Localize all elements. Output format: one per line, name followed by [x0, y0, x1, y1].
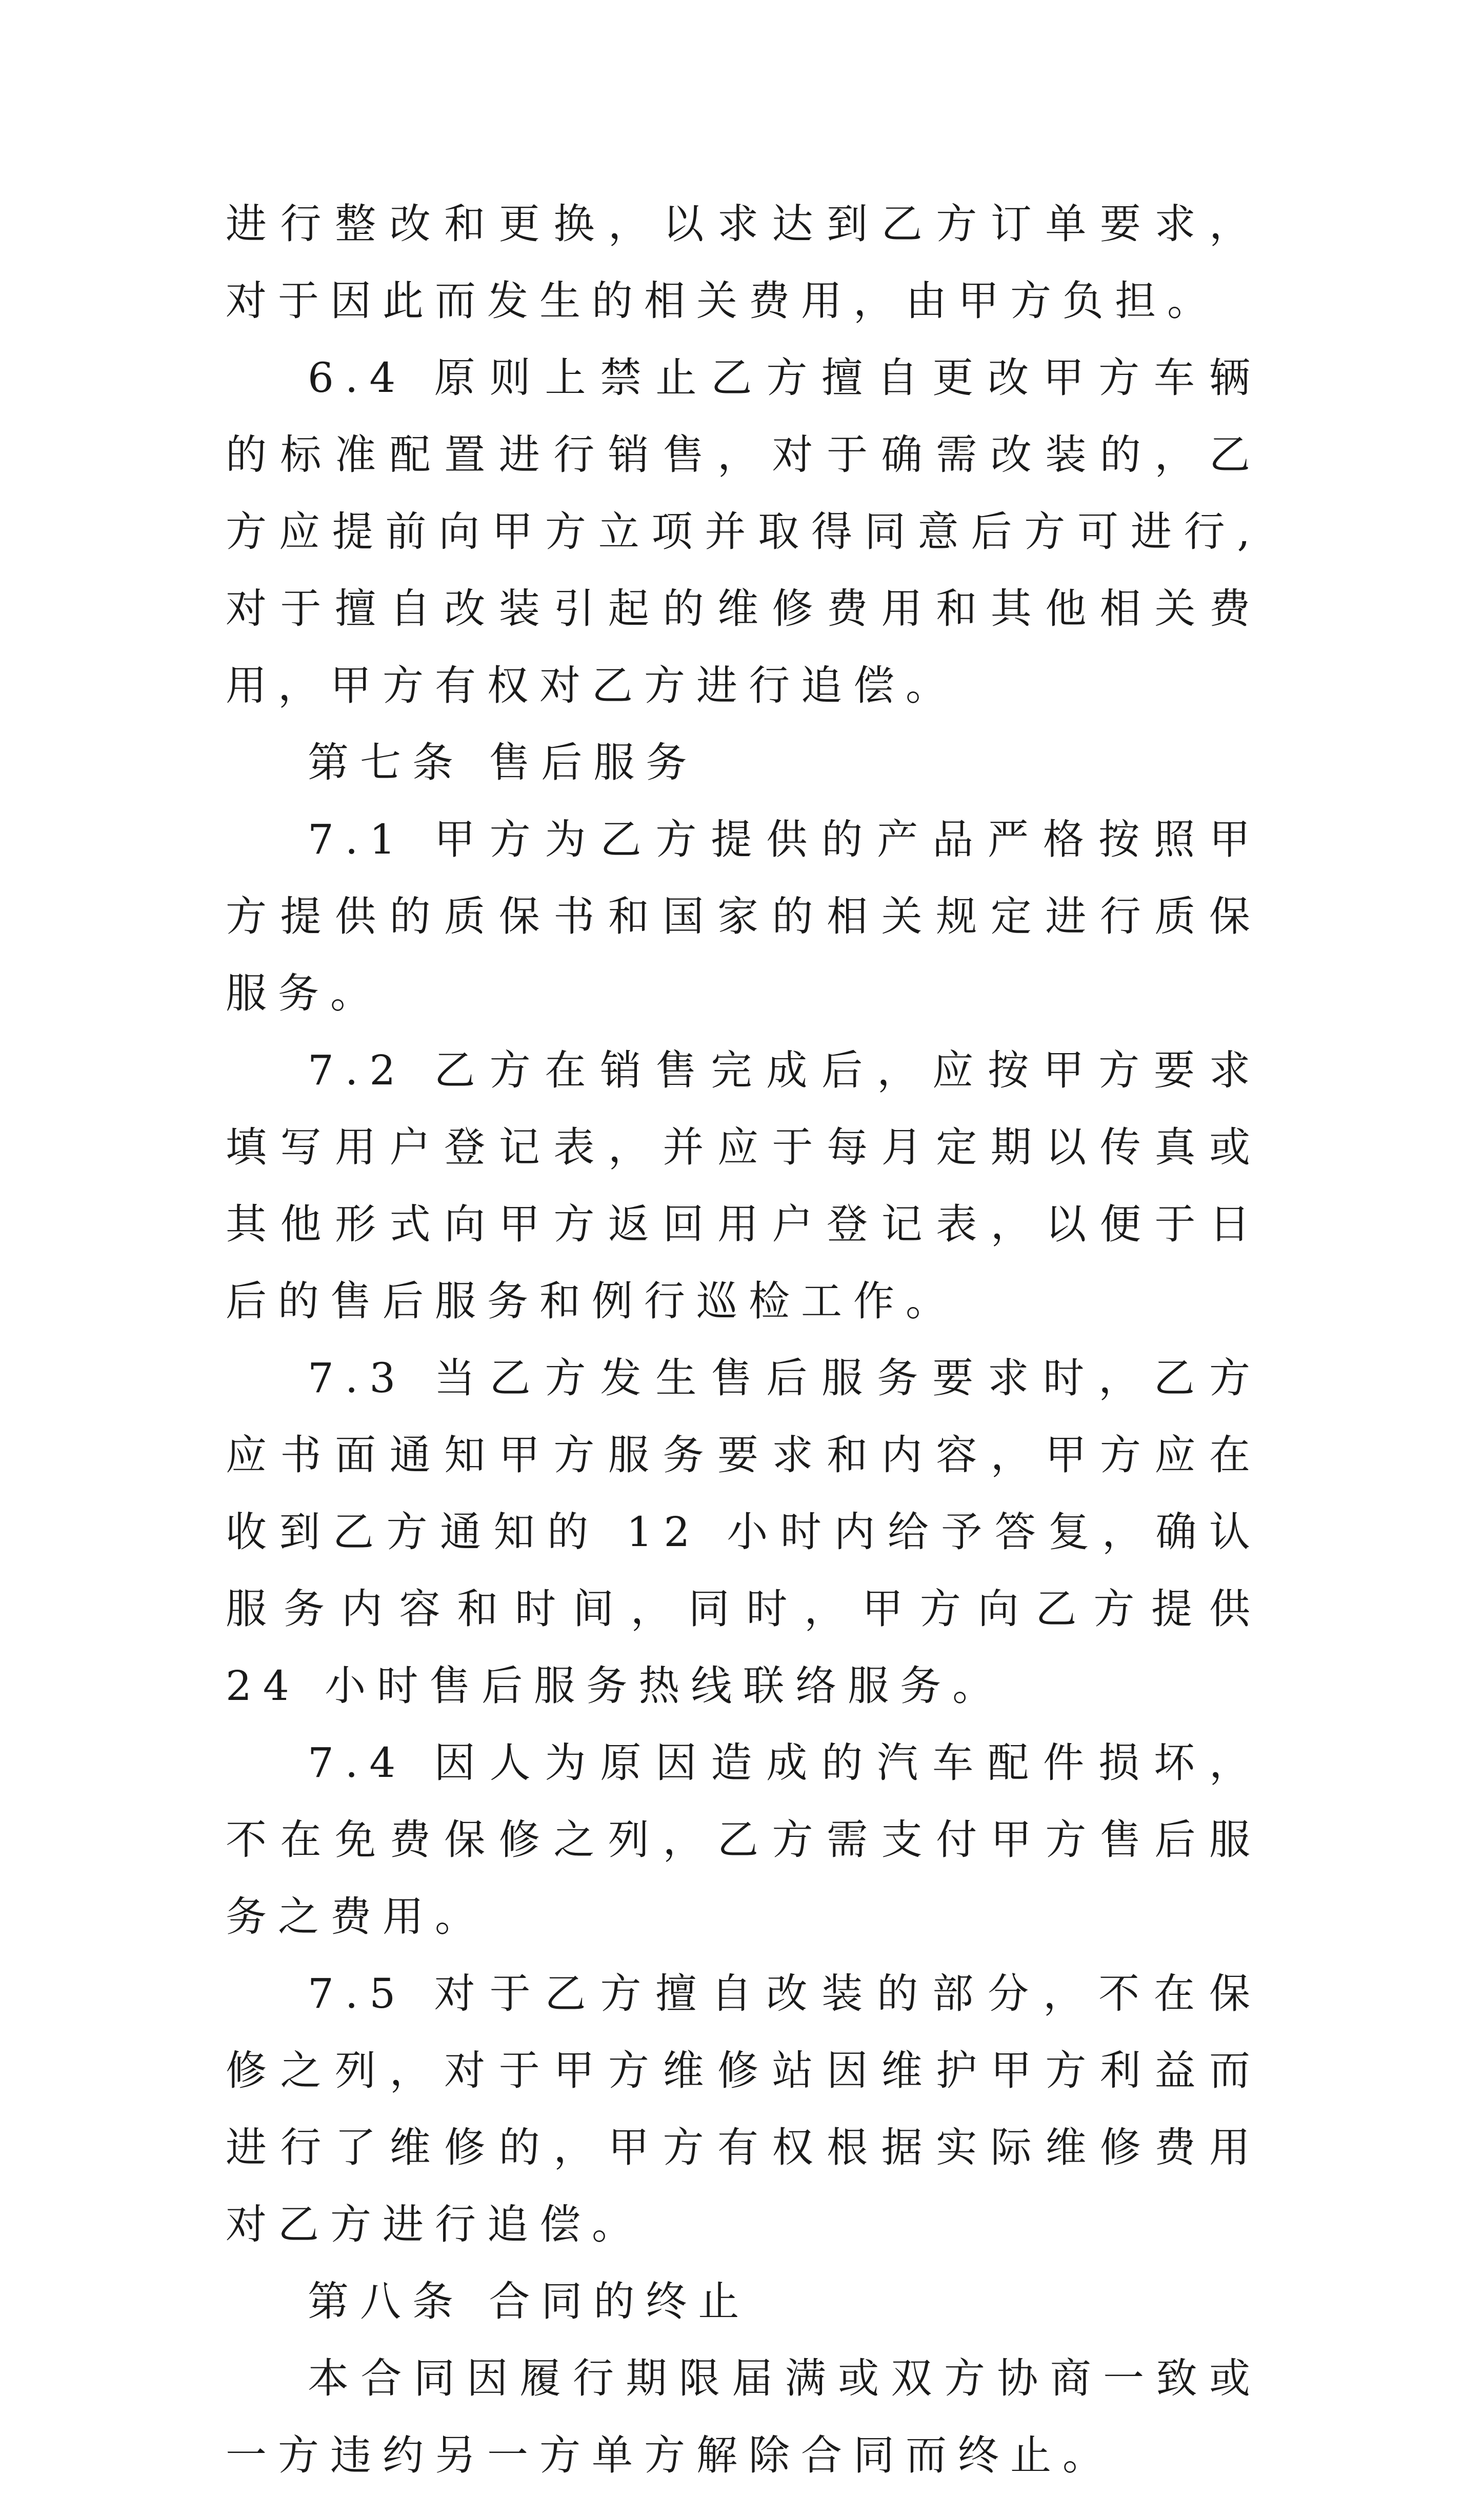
paragraph-7-4: 7.4 因人为原因造成的汽车配件损坏，不在免费保修之列，乙方需支付甲方售后服务之费用。 — [226, 1739, 1261, 1941]
paragraph-7-3: 7.3 当乙方发生售后服务要求时，乙方应书面通知甲方服务要求和内容，甲方应在收到乙方通知的 12 小时内给予答复，确认服务内容和时间，同时，甲方向乙方提供 24 小时售后服务热线联络服务。 — [226, 1354, 1261, 1710]
paragraph-6-3-continued: 进行整改和更换，以求达到乙方订单要求，对于因此而发生的相关费用，由甲方负担。 — [226, 200, 1261, 325]
paragraph-7-2: 7.2 乙方在销售完成后，应按甲方要求填写用户登记表，并应于每月定期以传真或其他形式向甲方返回用户登记表，以便于日后的售后服务和例行巡检工作。 — [226, 1046, 1261, 1325]
paragraph-7-1: 7.1 甲方为乙方提供的产品严格按照甲方提供的质保书和国家的相关规定进行质保服务。 — [226, 816, 1261, 1017]
paragraph-6-4: 6.4 原则上禁止乙方擅自更改甲方车辆的标准配置进行销售，对于确需改装的，乙方应提前向甲方立项并取得同意后方可进行,对于擅自改装引起的维修费用和其他相关费用，甲方有权对乙方进行追偿。 — [226, 354, 1261, 709]
section-heading-article-8: 第八条 合同的终止 — [308, 2278, 751, 2325]
document-body — [226, 186, 1261, 2494]
paragraph-7-5: 7.5 对于乙方擅自改装的部分，不在保修之列，对于甲方维修站因维护甲方利益而进行了维修的，甲方有权根据实际维修费用对乙方进行追偿。 — [226, 1970, 1261, 2248]
paragraph-8: 本合同因履行期限届满或双方协商一致或一方违约另一方单方解除合同而终止。 — [226, 2354, 1261, 2479]
section-heading-article-7: 第七条 售后服务 — [308, 739, 698, 786]
